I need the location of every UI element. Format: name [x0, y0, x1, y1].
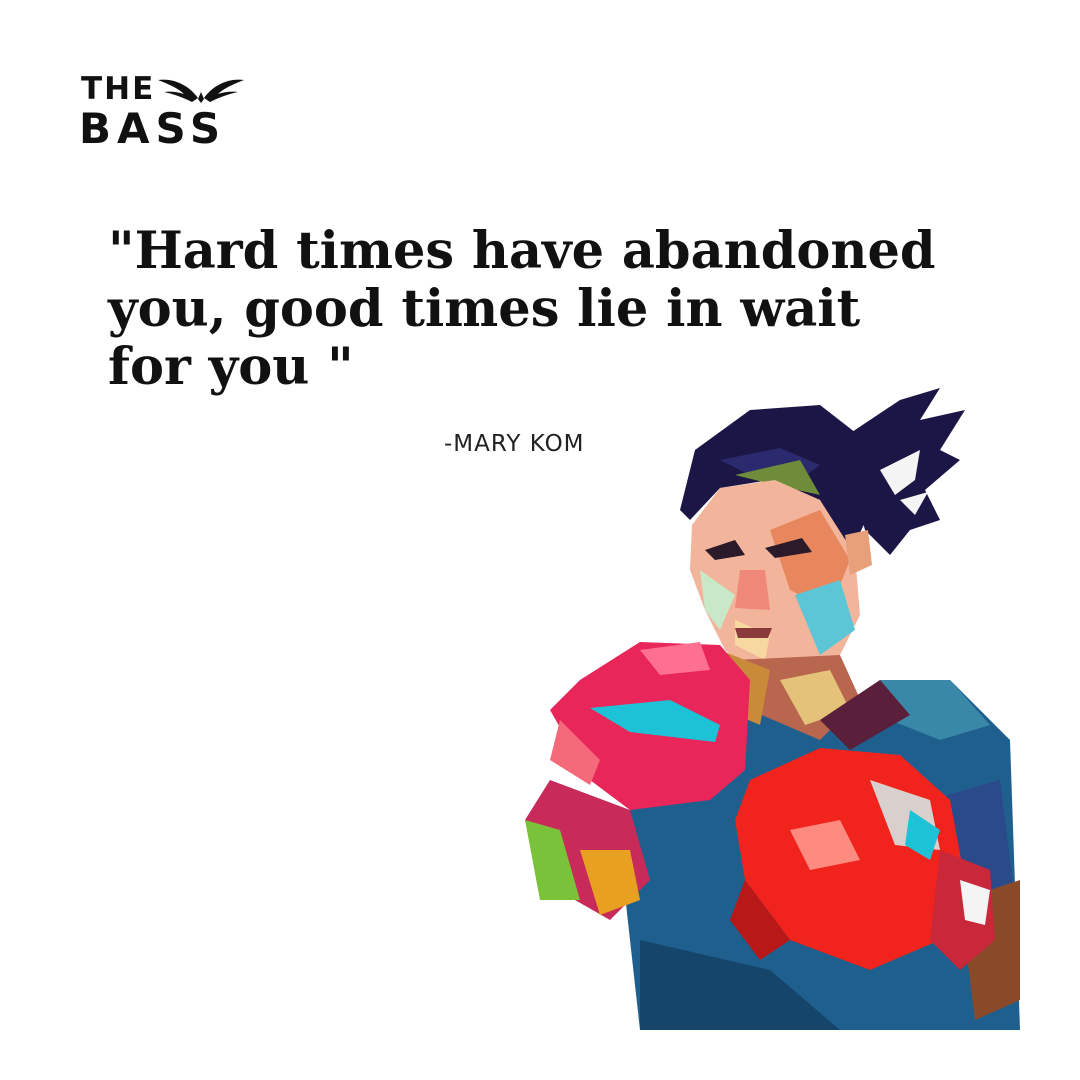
brand-logo — [78, 70, 248, 154]
boxer-illustration — [520, 380, 1020, 1030]
quote-text: "Hard times have abandoned you, good times lie in wait for you " — [108, 221, 936, 397]
quote-author: -MARY KOM — [444, 431, 585, 457]
brand-logo-line2: BASS — [79, 104, 227, 153]
brand-logo-line1: THE — [81, 71, 156, 107]
wings-icon — [158, 72, 244, 104]
